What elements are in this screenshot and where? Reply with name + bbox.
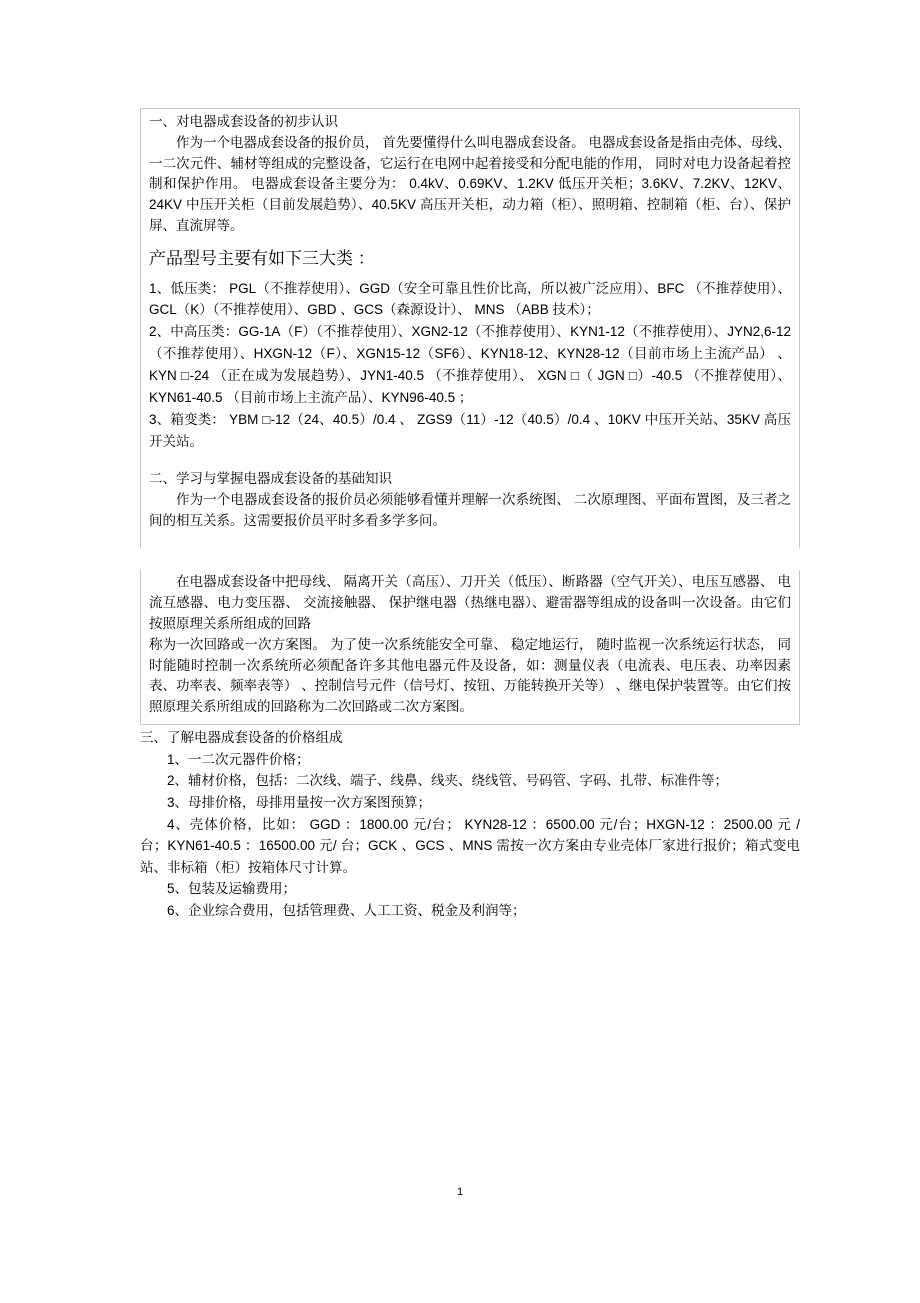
block-gap (140, 548, 800, 570)
section3-paragraph-2: 称为一次回路或一次方案图。 为了使一次系统能安全可靠、 稳定地运行， 随时监视一次系统运行状态， 同时能随时控制一次系统所必须配备许多其他电器元件及设备，如：测量仪表（电流表、电压表、功率因素表、功率表、频率表等） 、控制信号元件（信号灯、按钮、万能转换开关等） 、继电保护装置等。由它们按照原理关系所组成的回路称为二次回路或二次方案图。 (149, 636, 791, 715)
models-title: 产品型号主要有如下三大类 ： (149, 249, 375, 269)
block-section-3 (140, 570, 800, 725)
model-item-box-transformer: 3、箱变类： YBM □-12（24、40.5）/0.4 、 ZGS9（11）-12（40.5）/0.4 、10KV 中压开关站、35KV 高压开关站。 (149, 411, 791, 449)
price-item-6: 6、企业综合费用，包括管理费、人工工资、税金及利润等； (167, 903, 526, 919)
section-4 (140, 727, 800, 921)
model-item-low-voltage: 1、低压类： PGL（不推荐使用）、GGD（安全可靠且性价比高，所以被广泛应用）、BFC （不推荐使用）、GCL（K）（不推荐使用）、GBD 、GCS（森源设计）、 MNS （ABB 技术）； (149, 280, 791, 318)
page-number: 1 (456, 1186, 464, 1198)
section3-paragraph-1: 在电器成套设备中把母线、 隔离开关（高压）、刀开关（低压）、断路器（空气开关）、电压互感器、 电流互感器、电力变压器、 交流接触器、 保护继电器（热继电器）、避雷器等组成的设备叫一次设备。由它们按照原理关系所组成的回路 (149, 573, 791, 631)
section4-heading: 三、了解电器成套设备的价格组成 (140, 730, 343, 746)
document-content (140, 108, 800, 922)
section1-heading: 一、对电器成套设备的初步认识 (149, 114, 338, 129)
price-item-1: 1、一二次元器件价格； (167, 751, 310, 767)
price-item-4: 4、壳体价格，比如： GGD ：1800.00 元/台； KYN28-12 ：6500.00 元/台；HXGN-12 ：2500.00 元 / 台；KYN61-40.5 ：16500.00 元/ 台；GCK 、GCS 、MNS 需按一次方案由专业壳体厂家进行报价；箱式变电站、非标箱（柜）按箱体尺寸计算。 (140, 816, 800, 875)
block-sections-1-2 (140, 108, 800, 548)
price-item-5: 5、包装及运输费用； (167, 881, 297, 897)
price-item-3: 3、母排价格，母排用量按一次方案图预算； (167, 795, 432, 811)
section2-heading: 二、学习与掌握电器成套设备的基础知识 (149, 471, 392, 487)
price-item-2: 2、辅材价格，包括：二次线、端子、线鼻、线夹、绕线管、号码管、字码、扎带、标准件等； (167, 773, 729, 789)
section2-paragraph: 作为一个电器成套设备的报价员必须能够看懂并理解一次系统图、 二次原理图、平面布置图，及三者之间的相互关系。这需要报价员平时多看多学多问。 (149, 491, 791, 528)
model-item-medium-high-voltage: 2、中高压类：GG-1A（F）（不推荐使用）、XGN2-12（不推荐使用）、KYN1-12（不推荐使用）、JYN2,6-12（不推荐使用）、HXGN-12（F）、XGN15-12（SF6）、KYN18-12、KYN28-12（目前市场上主流产品） 、KYN □-24 （正在成为发展趋势）、JYN1-40.5 （不推荐使用）、 XGN □（ JGN □）-40.5 （不推荐使用）、KYN61-40.5 （目前市场上主流产品）、KYN96-40.5 ； (149, 324, 791, 405)
section1-paragraph: 作为一个电器成套设备的报价员， 首先要懂得什么叫电器成套设备。 电器成套设备是指由壳体、母线、一二次元件、辅材等组成的完整设备，它运行在电网中起着接受和分配电能的作用， 同时对电力设备起着控制和保护作用。 电器成套设备主要分为： 0.4kV、0.69KV、1.2KV 低压开关柜；3.6KV、7.2KV、12KV、24KV 中压开关柜（目前发展趋势）、40.5KV 高压开关柜，动力箱（柜）、照明箱、控制箱（柜、台）、保护屏、直流屏等。 (149, 134, 792, 234)
